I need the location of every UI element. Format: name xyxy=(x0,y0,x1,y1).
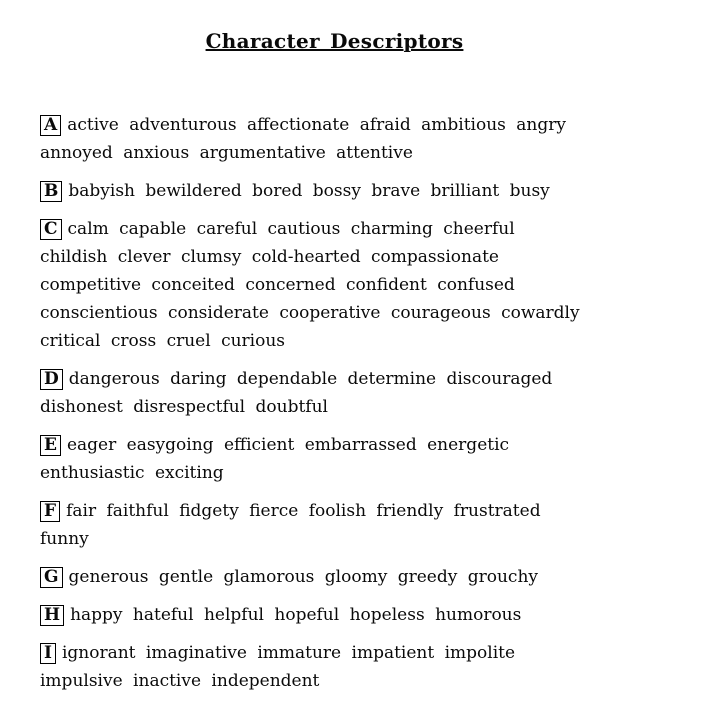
descriptor-line xyxy=(40,327,629,355)
descriptor-line xyxy=(40,601,629,629)
descriptor-line xyxy=(40,667,629,695)
descriptor-words: enthusiastic exciting xyxy=(40,463,224,483)
descriptor-words: happy hateful helpful hopeful hopeless humorous xyxy=(70,605,522,625)
descriptor-words: ignorant imaginative immature impatient impolite xyxy=(61,643,516,663)
letter-badge-h: H xyxy=(40,605,64,626)
descriptor-words: impulsive inactive independent xyxy=(40,671,320,691)
descriptor-words: dishonest disrespectful doubtful xyxy=(40,397,328,417)
letter-badge-d: D xyxy=(40,369,63,390)
section-g xyxy=(40,563,629,591)
section-f xyxy=(40,497,629,553)
page-title: Character Descriptors xyxy=(205,29,464,53)
descriptor-line xyxy=(40,459,629,487)
descriptor-line xyxy=(40,177,629,205)
descriptor-words: conscientious considerate cooperative courageous cowardly xyxy=(40,303,580,323)
section-b xyxy=(40,177,629,205)
descriptor-words: competitive conceited concerned confident confused xyxy=(40,275,515,295)
descriptor-words: dangerous daring dependable determine discouraged xyxy=(68,369,553,389)
letter-badge-g: G xyxy=(40,567,63,588)
descriptor-line xyxy=(40,365,629,393)
letter-badge-f: F xyxy=(40,501,60,522)
descriptor-line xyxy=(40,111,629,139)
letter-badge-c: C xyxy=(40,219,62,240)
descriptor-words: funny xyxy=(40,529,89,549)
descriptor-line xyxy=(40,299,629,327)
descriptor-words: generous gentle glamorous gloomy greedy grouchy xyxy=(68,567,538,587)
letter-badge-e: E xyxy=(40,435,61,456)
descriptor-line xyxy=(40,271,629,299)
descriptor-line xyxy=(40,431,629,459)
descriptor-line xyxy=(40,497,629,525)
letter-badge-b: B xyxy=(40,181,62,202)
descriptor-line xyxy=(40,215,629,243)
descriptor-words: childish clever clumsy cold-hearted compassionate xyxy=(40,247,499,267)
descriptor-words: critical cross cruel curious xyxy=(40,331,286,351)
section-a xyxy=(40,111,629,167)
letter-badge-i: I xyxy=(40,643,56,664)
section-d xyxy=(40,365,629,421)
descriptor-line xyxy=(40,393,629,421)
descriptor-line xyxy=(40,563,629,591)
descriptor-words: eager easygoing efficient embarrassed energetic xyxy=(66,435,510,455)
section-c xyxy=(40,215,629,355)
descriptor-line xyxy=(40,639,629,667)
descriptor-words: fair faithful fidgety fierce foolish friendly frustrated xyxy=(66,501,541,521)
descriptor-line xyxy=(40,525,629,553)
section-e xyxy=(40,431,629,487)
descriptor-line xyxy=(40,139,629,167)
section-i xyxy=(40,639,629,695)
letter-badge-a: A xyxy=(40,115,61,136)
section-h xyxy=(40,601,629,629)
descriptor-words: annoyed anxious argumentative attentive xyxy=(40,143,413,163)
descriptor-words: babyish bewildered bored bossy brave brilliant busy xyxy=(68,181,550,201)
descriptor-line xyxy=(40,243,629,271)
descriptor-words: calm capable careful cautious charming cheerful xyxy=(67,219,515,239)
descriptor-words: active adventurous affectionate afraid ambitious angry xyxy=(67,115,566,135)
